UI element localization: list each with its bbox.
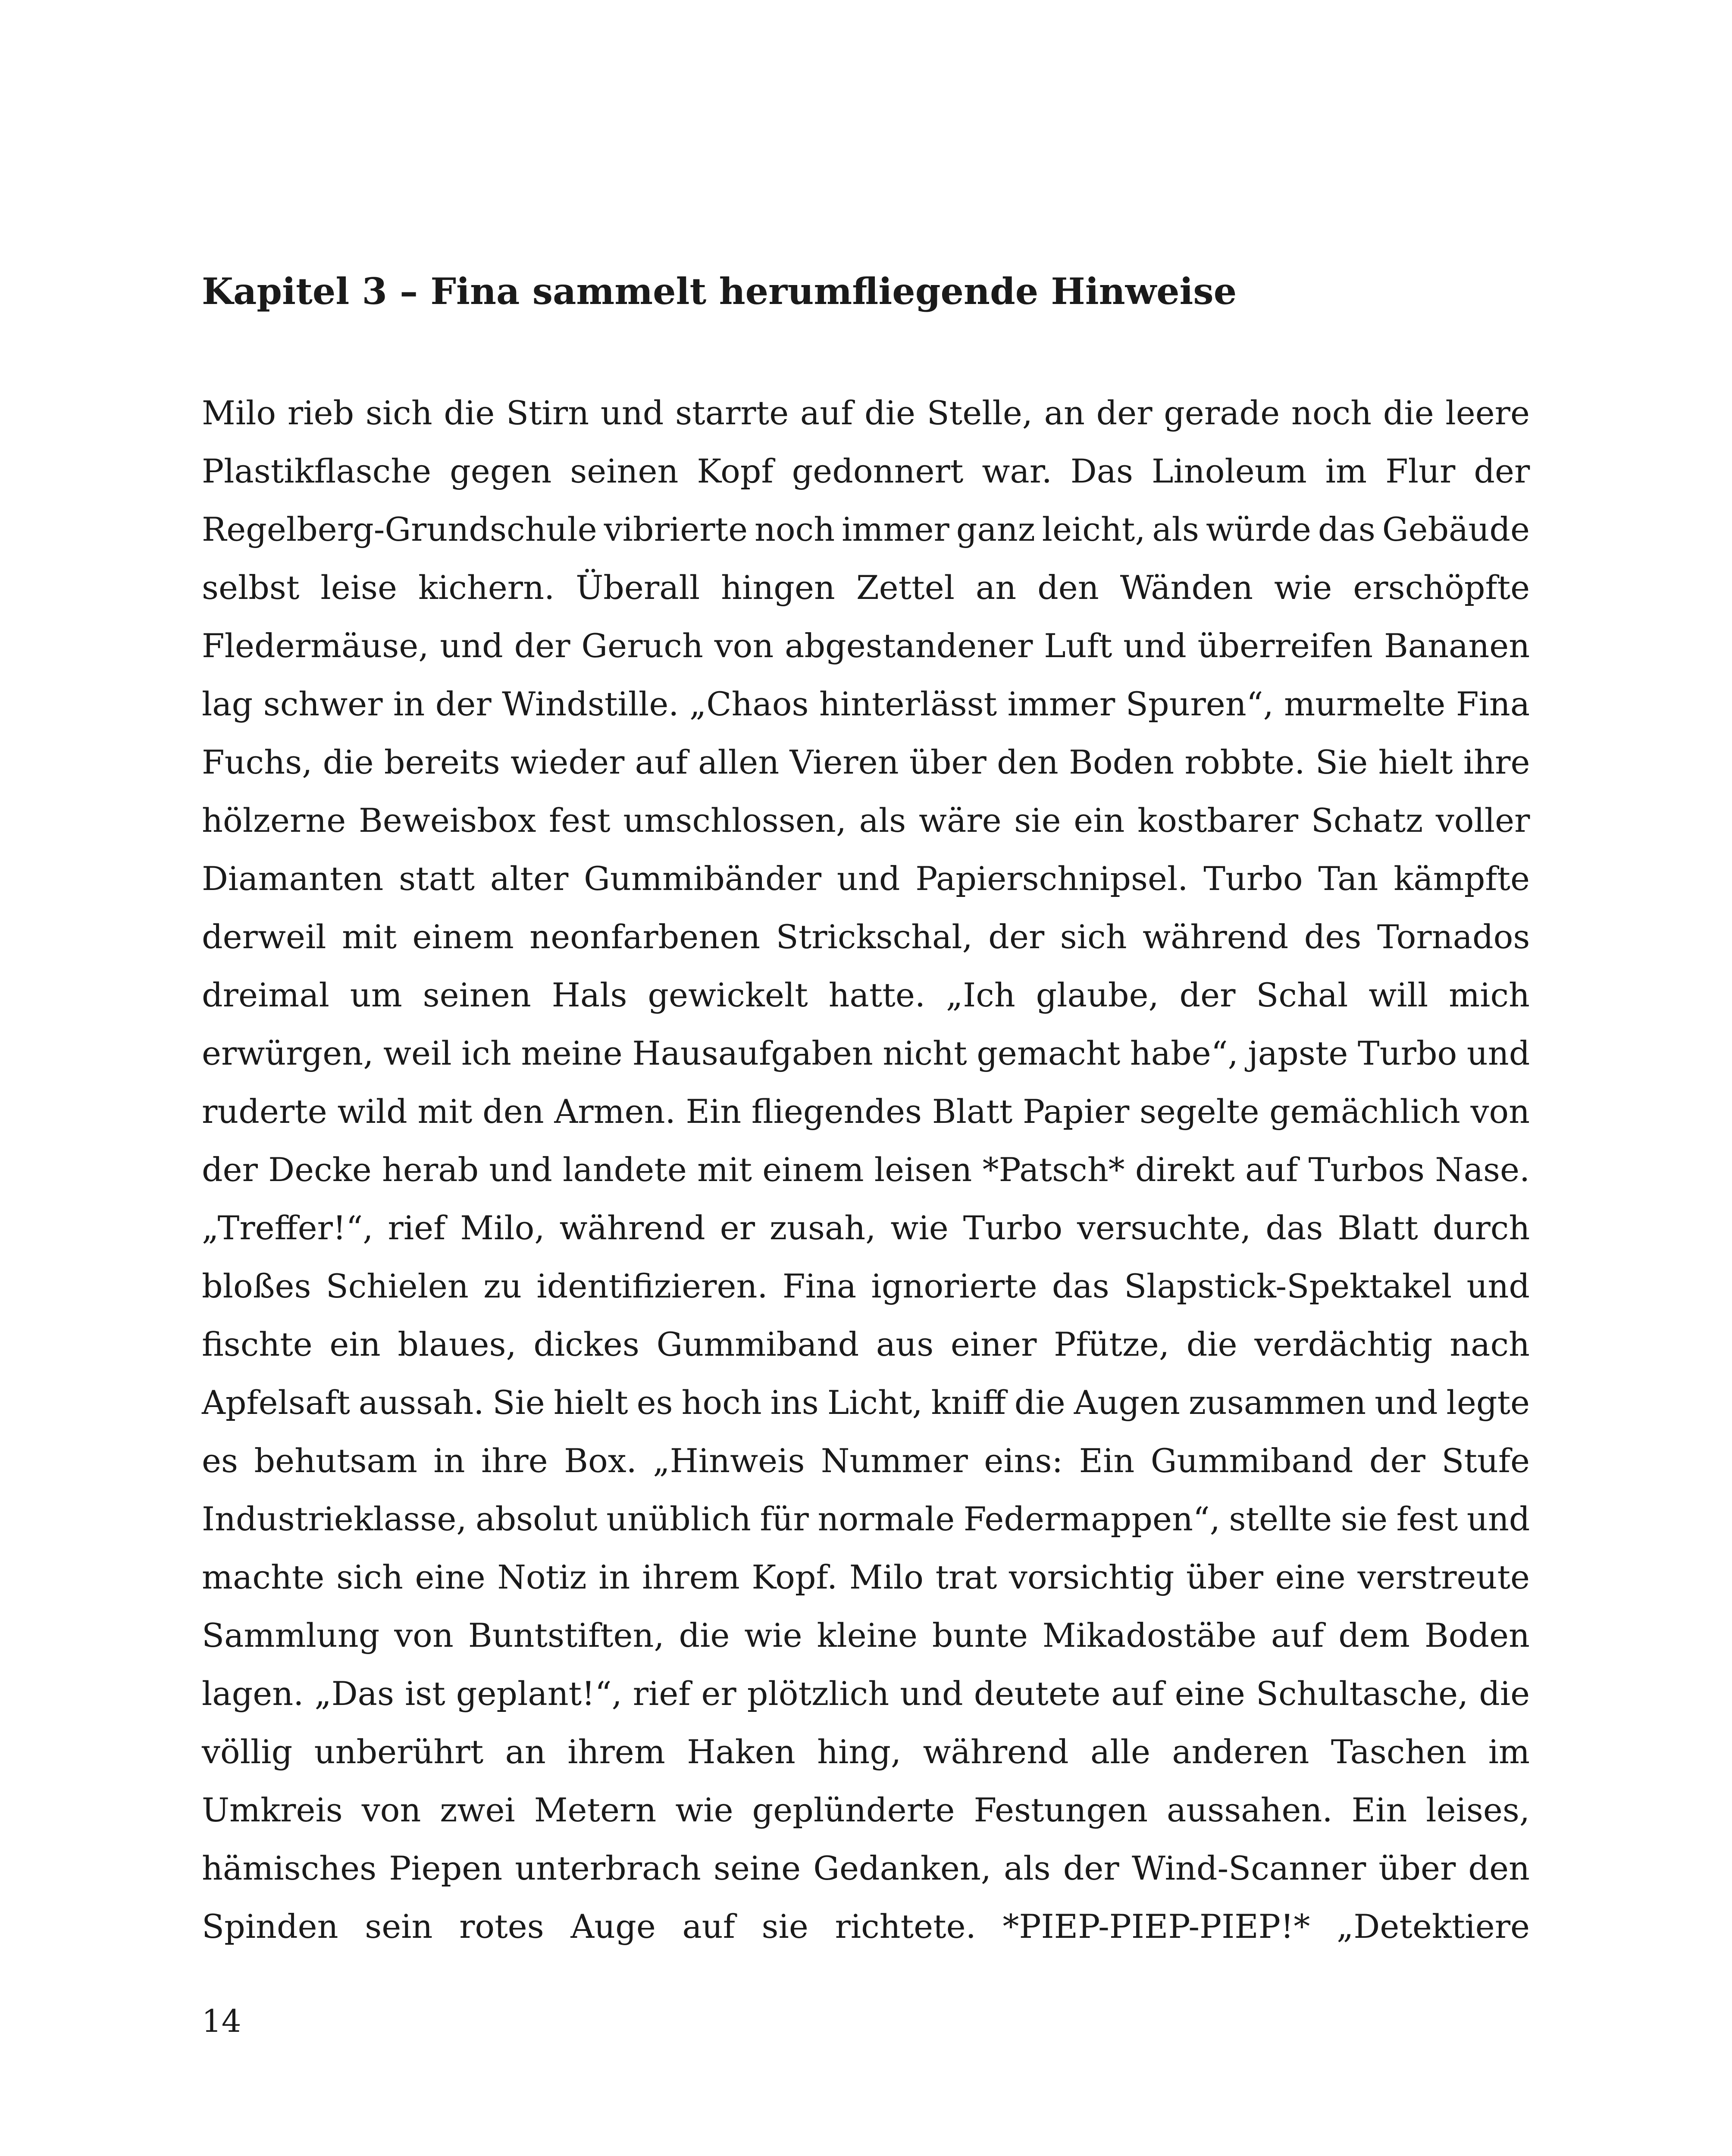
text-line-25: Umkreis von zwei Metern wie geplünderte Festungen aussahen. Ein leises, [202, 1791, 1530, 1829]
text-line-12: erwürgen, weil ich meine Hausaufgaben nicht gemacht habe“, japste Turbo und [202, 1034, 1530, 1072]
chapter-body-text [202, 384, 1530, 1955]
text-line-24: völlig unberührt an ihrem Haken hing, während alle anderen Taschen im [202, 1733, 1530, 1771]
text-line-2: Plastikflasche gegen seinen Kopf gedonnert war. Das Linoleum im Flur der [202, 452, 1530, 490]
text-line-21: machte sich eine Notiz in ihrem Kopf. Milo trat vorsichtig über eine verstreute [202, 1558, 1530, 1596]
text-line-1: Milo rieb sich die Stirn und starrte auf die Stelle, an der gerade noch die leere [202, 394, 1530, 432]
text-line-26: hämisches Piepen unterbrach seine Gedanken, als der Wind-Scanner über den [202, 1849, 1530, 1887]
text-line-22: Sammlung von Buntstiften, die wie kleine bunte Mikadostäbe auf dem Boden [202, 1616, 1530, 1655]
text-line-10: derweil mit einem neonfarbenen Strickschal, der sich während des Tornados [202, 918, 1530, 956]
text-line-15: „Treffer!“, rief Milo, während er zusah, wie Turbo versuchte, das Blatt durch [202, 1209, 1530, 1247]
chapter-title: Kapitel 3 – Fina sammelt herumfliegende Hinweise [202, 270, 1237, 313]
page-number: 14 [202, 2003, 241, 2039]
text-line-23: lagen. „Das ist geplant!“, rief er plötzlich und deutete auf eine Schultasche, die [202, 1674, 1530, 1713]
text-line-7: Fuchs, die bereits wieder auf allen Vieren über den Boden robbte. Sie hielt ihre [202, 743, 1530, 781]
text-line-11: dreimal um seinen Hals gewickelt hatte. „Ich glaube, der Schal will mich [202, 976, 1530, 1014]
text-line-14: der Decke herab und landete mit einem leisen *Patsch* direkt auf Turbos Nase. [202, 1150, 1530, 1189]
text-line-3: Regelberg-Grundschule vibrierte noch immer ganz leicht, als würde das Gebäude [202, 510, 1530, 548]
text-line-9: Diamanten statt alter Gummibänder und Papierschnipsel. Turbo Tan kämpfte [202, 859, 1530, 898]
text-line-4: selbst leise kichern. Überall hingen Zettel an den Wänden wie erschöpfte [202, 568, 1530, 607]
text-line-27: Spinden sein rotes Auge auf sie richtete. *PIEP-PIEP-PIEP!* „Detektiere [202, 1907, 1530, 1946]
text-line-16: bloßes Schielen zu identifizieren. Fina ignorierte das Slapstick-Spektakel und [202, 1267, 1530, 1305]
text-line-19: es behutsam in ihre Box. „Hinweis Nummer eins: Ein Gummiband der Stufe [202, 1442, 1530, 1480]
text-line-13: ruderte wild mit den Armen. Ein fliegendes Blatt Papier segelte gemächlich von [202, 1092, 1530, 1131]
text-line-18: Apfelsaft aussah. Sie hielt es hoch ins Licht, kniff die Augen zusammen und legte [202, 1383, 1530, 1422]
text-line-5: Fledermäuse, und der Geruch von abgestandener Luft und überreifen Bananen [202, 627, 1530, 665]
text-line-20: Industrieklasse, absolut unüblich für normale Federmappen“, stellte sie fest und [202, 1500, 1530, 1538]
text-line-17: fischte ein blaues, dickes Gummiband aus einer Pfütze, die verdächtig nach [202, 1325, 1530, 1363]
text-line-6: lag schwer in der Windstille. „Chaos hinterlässt immer Spuren“, murmelte Fina [202, 685, 1530, 723]
text-line-8: hölzerne Beweisbox fest umschlossen, als wäre sie ein kostbarer Schatz voller [202, 801, 1530, 840]
